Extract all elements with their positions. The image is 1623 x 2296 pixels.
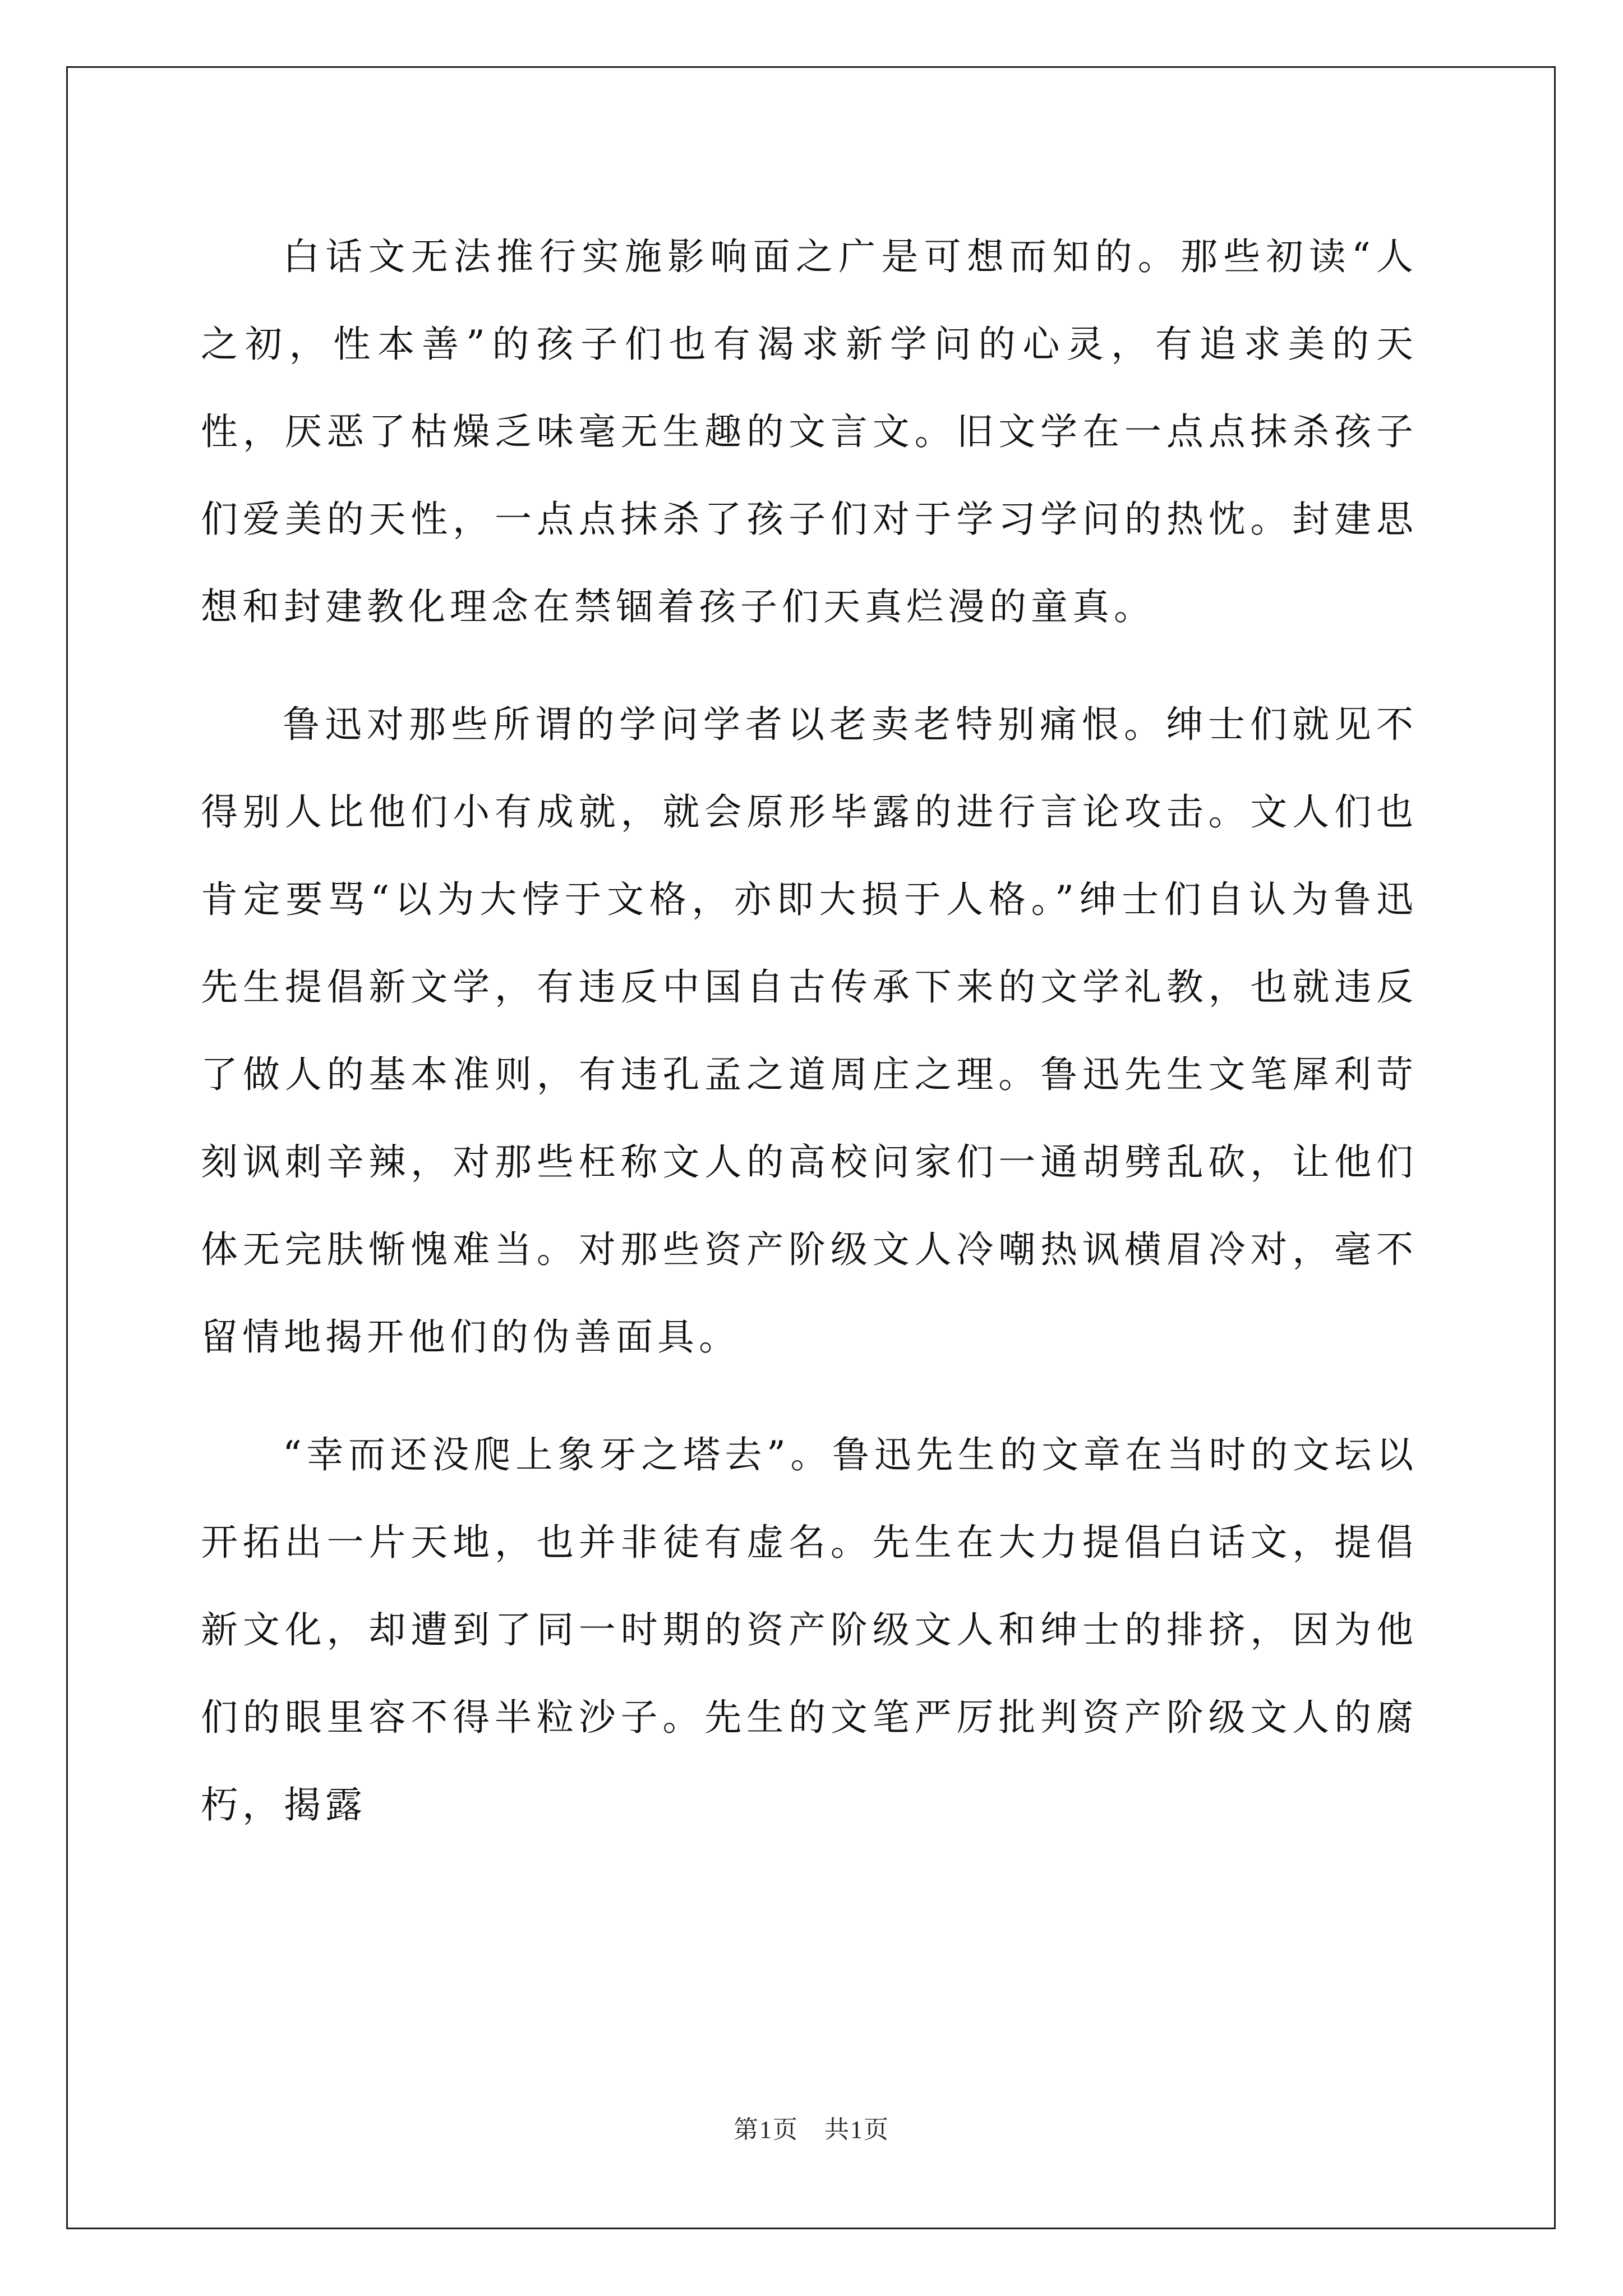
page-footer — [0, 2115, 1623, 2145]
paragraph-2: 鲁迅对那些所谓的学问学者以老卖老特别痛恨。绅士们就见不得别人比他们小有成就，就会原形毕露的进行言论攻击。文人们也肯定要骂“以为大悖于文格，亦即大损于人格。”绅士们自认为鲁迅先生提倡新文学，有违反中国自古传承下来的文学礼教，也就违反了做人的基本准则，有违孔孟之道周庄之理。鲁迅先生文笔犀利苛刻讽刺辛辣，对那些枉称文人的高校问家们一通胡劈乱砍，让他们体无完肤惭愧难当。对那些资产阶级文人冷嘲热讽横眉冷对，毫不留情地揭开他们的伪善面具。 — [201, 703, 1418, 1359]
paragraph-3: “幸而还没爬上象牙之塔去”。鲁迅先生的文章在当时的文坛以开拓出一片天地，也并非徒有虚名。先生在大力提倡白话文，提倡新文化，却遭到了同一时期的资产阶级文人和绅士的排挤，因为他们的眼里容不得半粒沙子。先生的文笔严厉批判资产阶级文人的腐朽，揭露 — [201, 1433, 1418, 1826]
page-number: 第1页 — [734, 2116, 799, 2143]
page-total: 共1页 — [824, 2116, 889, 2143]
document-body — [201, 213, 1418, 1879]
paragraph-1: 白话文无法推行实施影响面之广是可想而知的。那些初读“人之初，性本善”的孩子们也有渴求新学问的心灵，有追求美的天性，厌恶了枯燥乏味毫无生趣的文言文。旧文学在一点点抹杀孩子们爱美的天性，一点点抹杀了孩子们对于学习学问的热忱。封建思想和封建教化理念在禁锢着孩子们天真烂漫的童真。 — [201, 235, 1418, 628]
